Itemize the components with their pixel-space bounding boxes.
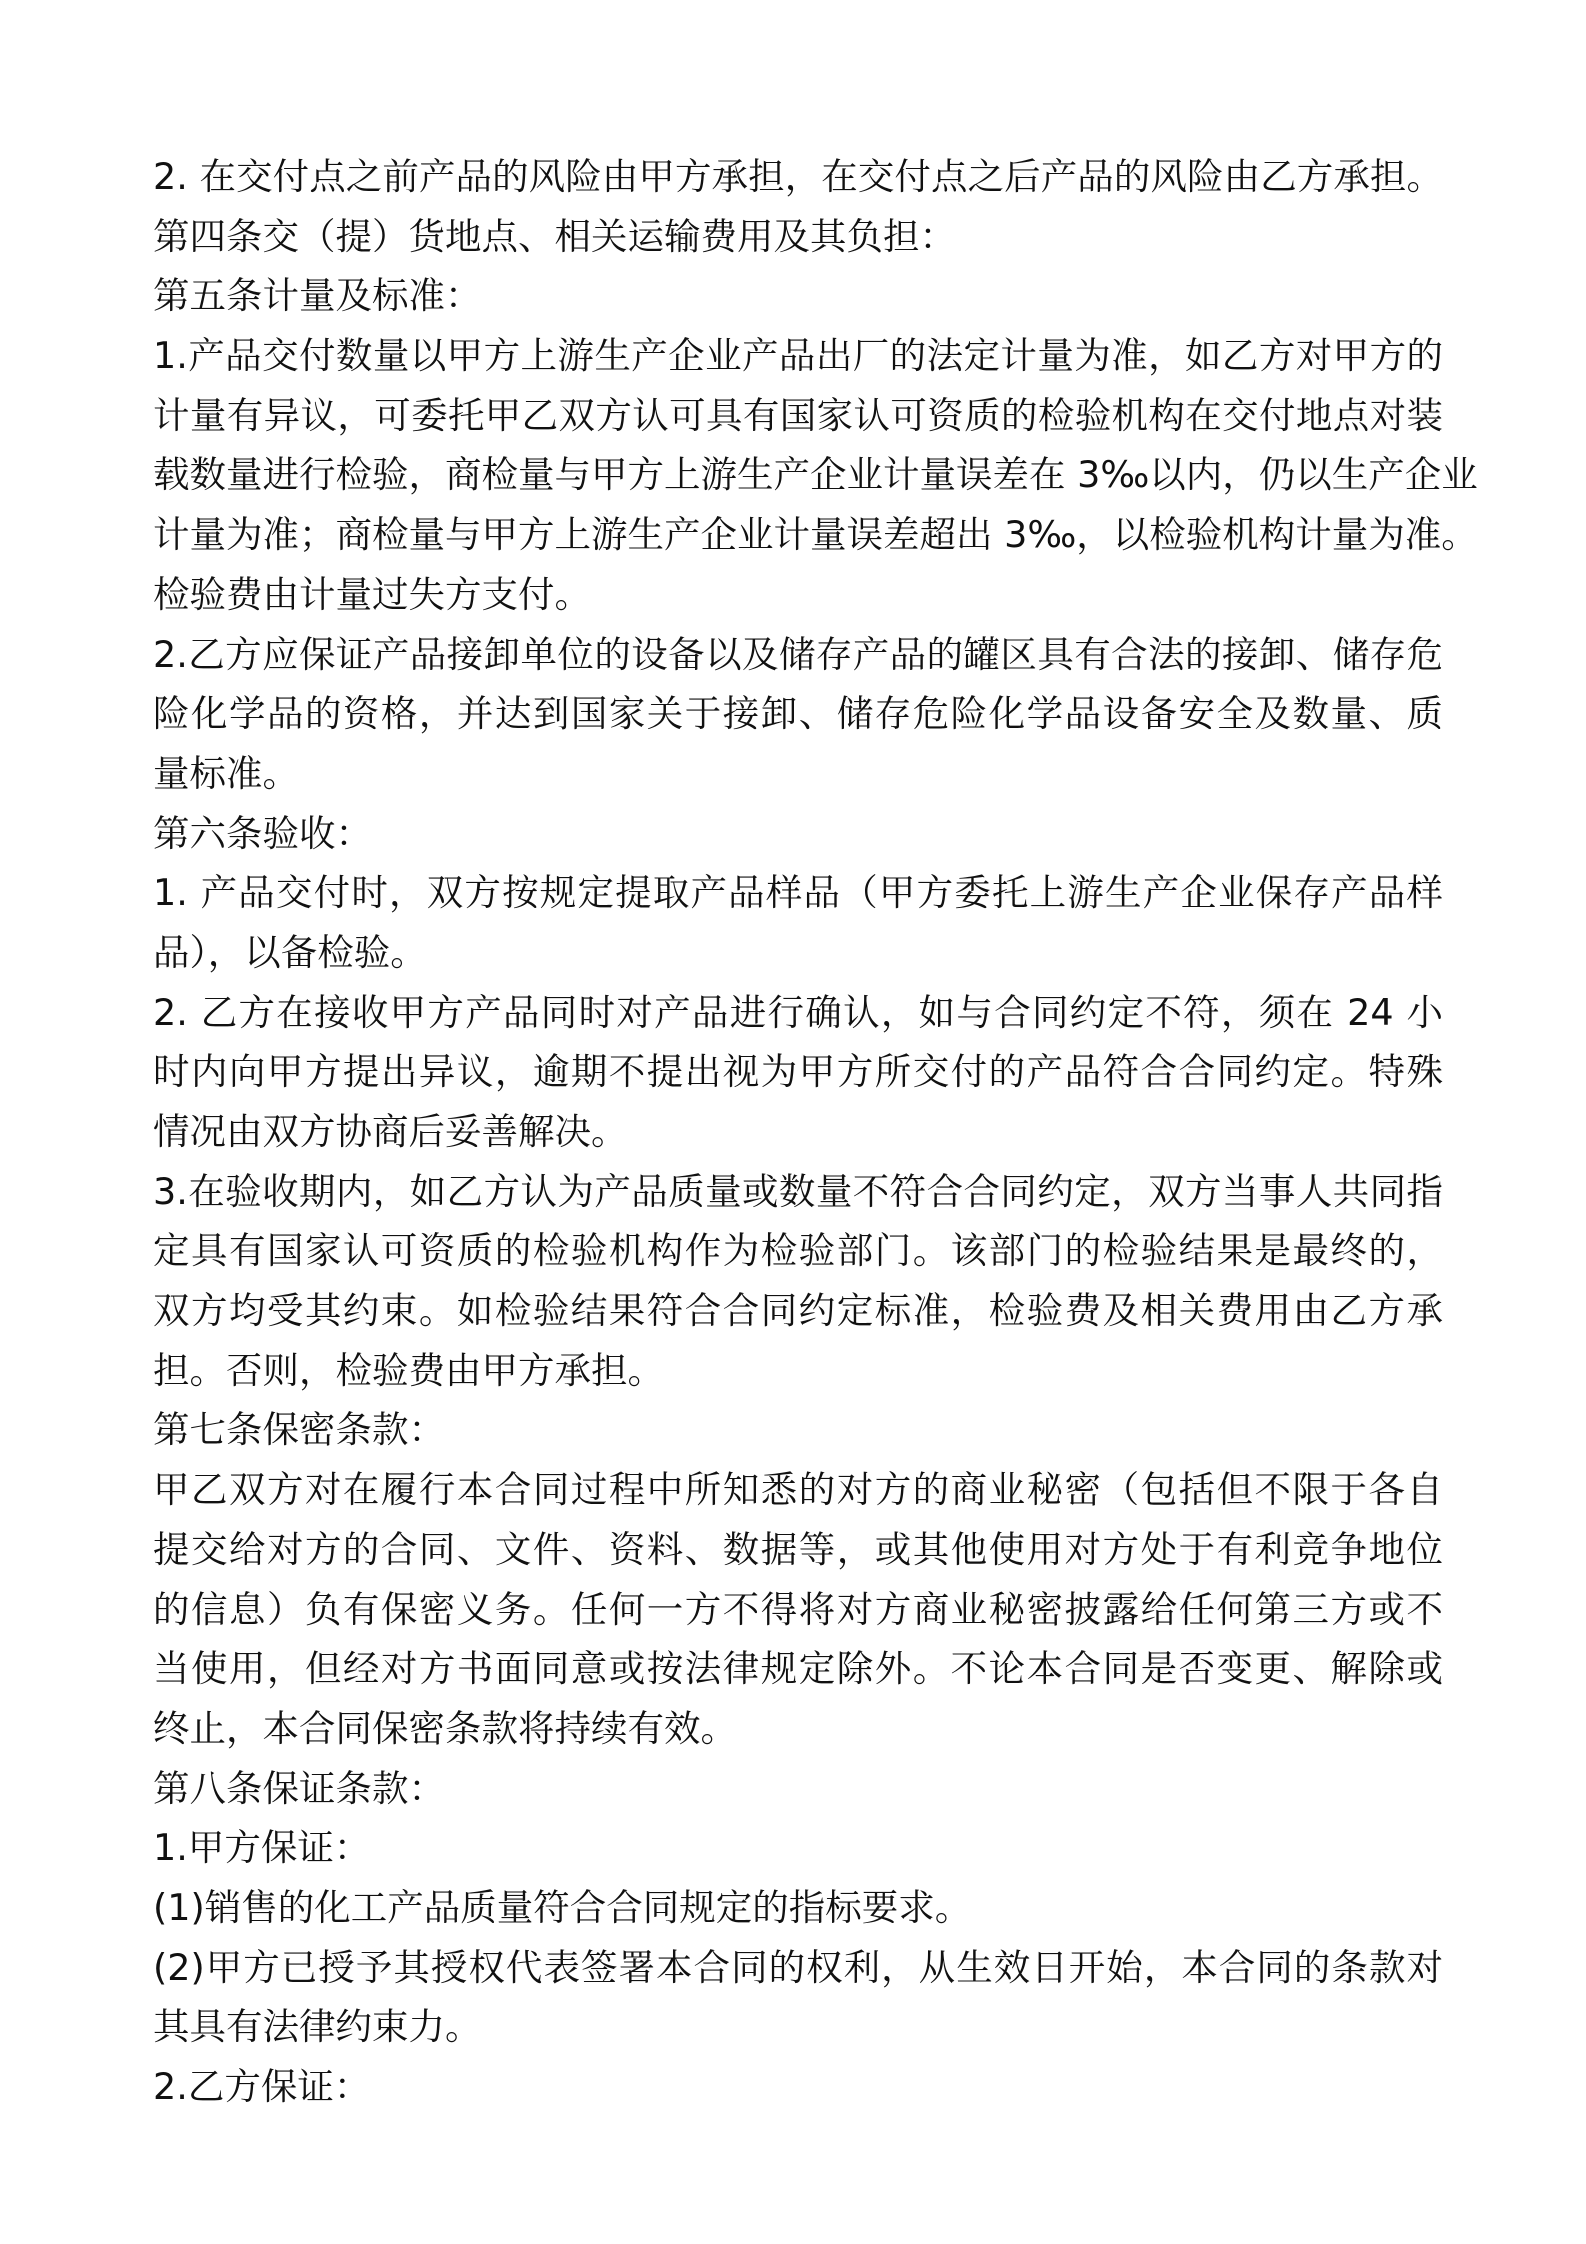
text-line: 定具有国家认可资质的检验机构作为检验部门。该部门的检验结果是最终的， bbox=[153, 1229, 1443, 1273]
text-line: 双方均受其约束。如检验结果符合合同约定标准，检验费及相关费用由乙方承 bbox=[153, 1289, 1443, 1333]
text-line: 1.产品交付数量以甲方上游生产企业产品出厂的法定计量为准，如乙方对甲方的 bbox=[153, 334, 1443, 378]
section-heading: 第六条验收： bbox=[153, 811, 372, 855]
text-line: 担。否则，检验费由甲方承担。 bbox=[153, 1348, 664, 1392]
section-heading: 第八条保证条款： bbox=[153, 1766, 445, 1810]
text-line: 载数量进行检验，商检量与甲方上游生产企业计量误差在 3‰以内，仍以生产企业 bbox=[153, 453, 1478, 497]
text-line: 品），以备检验。 bbox=[153, 930, 427, 974]
document-page bbox=[153, 147, 1478, 2117]
text-line: 1. 产品交付时，双方按规定提取产品样品（甲方委托上游生产企业保存产品样 bbox=[153, 871, 1443, 915]
text-line: 3.在验收期内，如乙方认为产品质量或数量不符合合同约定，双方当事人共同指 bbox=[153, 1169, 1443, 1213]
text-line: 险化学品的资格，并达到国家关于接卸、储存危险化学品设备安全及数量、质 bbox=[153, 692, 1443, 736]
text-line: 的信息）负有保密义务。任何一方不得将对方商业秘密披露给任何第三方或不 bbox=[153, 1587, 1443, 1631]
text-line: 2.乙方保证： bbox=[153, 2065, 371, 2108]
section-heading: 第七条保密条款： bbox=[153, 1408, 445, 1452]
text-line: 甲乙双方对在履行本合同过程中所知悉的对方的商业秘密（包括但不限于各自 bbox=[153, 1468, 1443, 1512]
text-line: 时内向甲方提出异议，逾期不提出视为甲方所交付的产品符合合同约定。特殊 bbox=[153, 1050, 1443, 1094]
text-line: (2)甲方已授予其授权代表签署本合同的权利，从生效日开始，本合同的条款对 bbox=[153, 1945, 1443, 1989]
text-line: 1.甲方保证： bbox=[153, 1826, 371, 1870]
text-line: 当使用，但经对方书面同意或按法律规定除外。不论本合同是否变更、解除或 bbox=[153, 1647, 1443, 1691]
text-line: 终止，本合同保密条款将持续有效。 bbox=[153, 1706, 737, 1750]
text-line: 计量有异议，可委托甲乙双方认可具有国家认可资质的检验机构在交付地点对装 bbox=[153, 393, 1443, 437]
text-line: 2. 乙方在接收甲方产品同时对产品进行确认，如与合同约定不符，须在 24 小 bbox=[153, 990, 1443, 1034]
text-line: 检验费由计量过失方支付。 bbox=[153, 572, 591, 616]
text-line: 其具有法律约束力。 bbox=[153, 2005, 482, 2049]
text-line: 提交给对方的合同、文件、资料、数据等，或其他使用对方处于有利竞争地位 bbox=[153, 1527, 1443, 1571]
text-line: (1)销售的化工产品质量符合合同规定的指标要求。 bbox=[153, 1885, 972, 1929]
text-line: 2. 在交付点之前产品的风险由甲方承担，在交付点之后产品的风险由乙方承担。 bbox=[153, 155, 1443, 198]
section-heading: 第五条计量及标准： bbox=[153, 274, 482, 318]
text-line: 量标准。 bbox=[153, 751, 299, 795]
text-line: 计量为准；商检量与甲方上游生产企业计量误差超出 3‰，以检验机构计量为准。 bbox=[153, 513, 1478, 557]
text-line: 2.乙方应保证产品接卸单位的设备以及储存产品的罐区具有合法的接卸、储存危 bbox=[153, 632, 1443, 676]
section-heading: 第四条交（提）货地点、相关运输费用及其负担： bbox=[153, 214, 956, 258]
text-line: 情况由双方协商后妥善解决。 bbox=[153, 1110, 628, 1153]
